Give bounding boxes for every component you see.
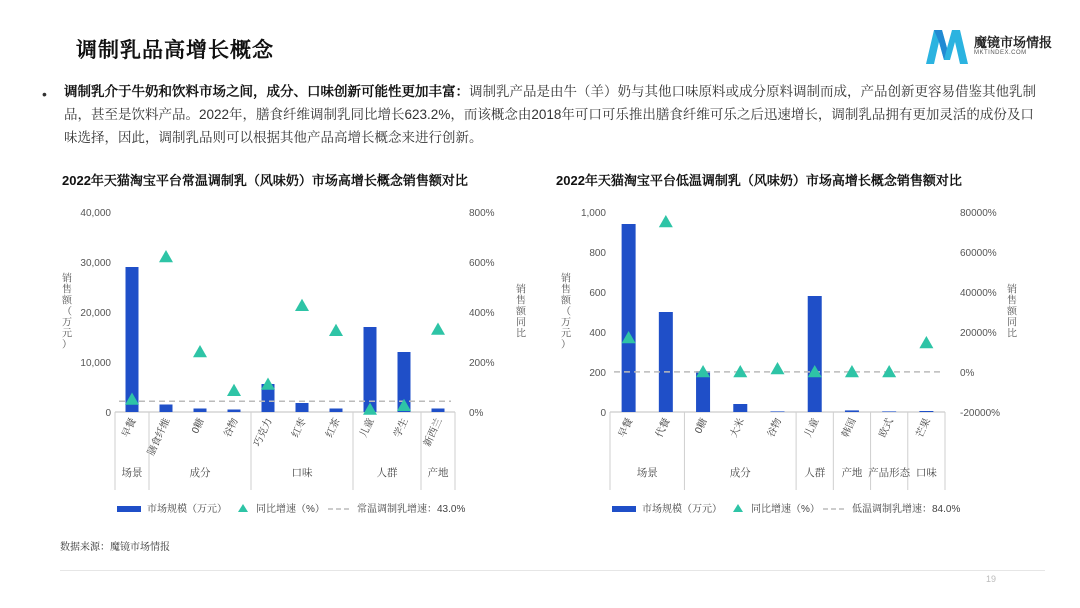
bar-5 (808, 296, 822, 412)
y2-axis-title: 销售额同比 (1007, 284, 1017, 340)
y2-tick-label: 200% (469, 358, 495, 369)
bar-6 (845, 410, 859, 412)
legend-bar-swatch (117, 506, 141, 512)
bar-6 (330, 409, 343, 413)
bar-0 (126, 267, 139, 412)
group-label: 场景 (636, 467, 658, 479)
chart-title-chilled: 2022年天猫淘宝平台低温调制乳（风味奶）市场高增长概念销售额对比 (556, 173, 962, 188)
group-label: 口味 (291, 467, 313, 479)
ambient-chart (55, 190, 545, 530)
bullet-marker: • (42, 86, 47, 102)
category-label: 欧式 (877, 416, 896, 440)
marker-3 (227, 384, 241, 396)
y2-tick-label: 600% (469, 258, 495, 269)
legend-bar-label: 市场规模（万元） (147, 504, 227, 515)
bar-1 (659, 312, 673, 412)
legend-marker-swatch (238, 504, 248, 512)
y-tick-label: 20,000 (80, 308, 111, 319)
y2-tick-label: 60000% (960, 248, 997, 259)
bar-3 (733, 404, 747, 412)
bar-7 (364, 327, 377, 412)
marker-9 (431, 323, 445, 335)
bar-8 (919, 411, 933, 412)
category-label: 0糖 (190, 416, 207, 436)
category-label: 谷物 (222, 416, 241, 440)
bar-7 (882, 411, 896, 412)
group-label: 成分 (189, 467, 211, 479)
footer-divider (60, 570, 1045, 571)
group-label: 产品形态 (868, 467, 911, 479)
category-label: 韩国 (840, 416, 859, 440)
marker-5 (295, 299, 309, 311)
marker-4 (771, 362, 785, 374)
group-label: 人群 (376, 467, 398, 479)
group-label: 成分 (729, 467, 751, 479)
legend-bar-label: 市场规模（万元） (642, 504, 722, 515)
category-label: 儿童 (803, 416, 822, 440)
y-axis-title: 销售额（万元） (62, 273, 72, 351)
y2-tick-label: -20000% (960, 408, 1001, 419)
logo-url: MKTINDEX.COM (974, 50, 1027, 56)
category-label: 红茶 (324, 416, 343, 440)
logo-mark-icon (924, 26, 970, 66)
y2-tick-label: 400% (469, 308, 495, 319)
legend-marker-label: 同比增速（%） (256, 504, 325, 515)
marker-8 (919, 336, 933, 348)
category-label: 谷物 (765, 416, 785, 440)
bar-0 (622, 224, 636, 412)
y2-tick-label: 800% (469, 208, 495, 219)
intro-paragraph (64, 80, 1036, 149)
category-label: 新西兰 (422, 416, 445, 449)
marker-2 (193, 345, 207, 357)
intro-bold-lead: 调制乳介于牛奶和饮料市场之间，成分、口味创新可能性更加丰富： (64, 84, 469, 99)
y-tick-label: 10,000 (80, 358, 111, 369)
bar-2 (194, 409, 207, 413)
legend-reference-label: 低温调制乳增速：84.0% (852, 504, 961, 515)
page-number: 19 (986, 574, 997, 584)
y-tick-label: 400 (589, 328, 606, 339)
y-tick-label: 0 (600, 408, 606, 419)
intro-body-text: 调制乳产品是由牛（羊）奶与其他口味原料或成分原料调制而成，产品创新更容易借鉴其他乳制品，甚至是饮料产品。2022年，膳食纤维调制乳同比增长623.2%，而该概念由2018年可口可乐推出膳食纤维可乐之后迅速增长，调制乳品拥有更加灵活的成份及口味选择，因此，调制乳品则可以根据其他产品高增长概念来进行创新。 (64, 84, 1036, 145)
group-label: 人群 (804, 467, 826, 479)
page-title: 调制乳品高增长概念 (76, 39, 274, 62)
data-source: 数据来源：魔镜市场情报 (60, 542, 170, 553)
brand-logo (924, 26, 1054, 68)
y-axis-title: 销售额（万元） (561, 273, 571, 351)
group-label: 产地 (427, 467, 449, 479)
bar-4 (771, 411, 785, 412)
category-label: 早餐 (120, 416, 139, 440)
legend-marker-swatch (733, 504, 743, 512)
category-label: 儿童 (358, 416, 377, 440)
logo-name: 魔镜市场情报 (974, 35, 1053, 50)
bar-3 (228, 410, 241, 413)
group-label: 场景 (121, 467, 143, 479)
marker-1 (159, 250, 173, 262)
y2-tick-label: 0% (960, 368, 975, 379)
y-tick-label: 40,000 (80, 208, 111, 219)
category-label: 红枣 (290, 416, 309, 440)
chart-title-ambient: 2022年天猫淘宝平台常温调制乳（风味奶）市场高增长概念销售额对比 (62, 173, 468, 188)
chilled-chart (550, 190, 1040, 530)
y-tick-label: 30,000 (80, 258, 111, 269)
marker-6 (329, 324, 343, 336)
y-tick-label: 0 (105, 408, 111, 419)
y2-tick-label: 0% (469, 408, 484, 419)
y-tick-label: 200 (589, 368, 606, 379)
category-label: 0糖 (693, 416, 710, 436)
marker-4 (261, 378, 275, 390)
category-label: 早餐 (616, 416, 636, 440)
legend-marker-label: 同比增速（%） (751, 504, 820, 515)
y-tick-label: 800 (589, 248, 606, 259)
category-label: 学生 (392, 416, 411, 440)
legend-reference-label: 常温调制乳增速：43.0% (357, 504, 466, 515)
bar-9 (432, 409, 445, 413)
y2-tick-label: 80000% (960, 208, 997, 219)
y-tick-label: 600 (589, 288, 606, 299)
y2-tick-label: 20000% (960, 328, 997, 339)
marker-1 (659, 215, 673, 227)
category-label: 大米 (728, 416, 747, 440)
legend-bar-swatch (612, 506, 636, 512)
group-label: 口味 (915, 467, 937, 479)
y-tick-label: 1,000 (580, 208, 606, 219)
bar-5 (296, 403, 309, 412)
category-label: 芒果 (914, 416, 934, 440)
category-label: 膳食纤维 (145, 416, 173, 458)
y2-axis-title: 销售额同比 (516, 284, 526, 340)
category-label: 巧克力 (252, 416, 275, 449)
group-label: 产地 (841, 467, 863, 479)
bar-1 (160, 405, 173, 413)
y2-tick-label: 40000% (960, 288, 997, 299)
category-label: 代餐 (654, 416, 673, 440)
